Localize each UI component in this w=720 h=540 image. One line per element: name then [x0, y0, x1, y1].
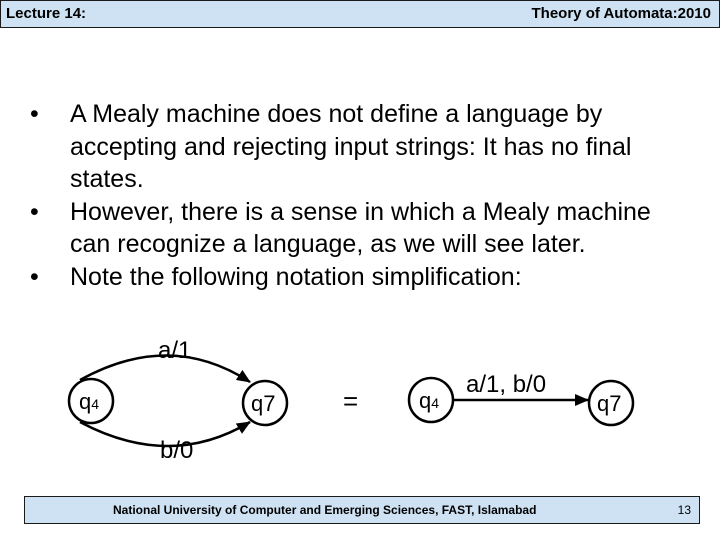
bullet-marker: •	[30, 100, 39, 128]
bullet-text: Note the following notation simplification:	[70, 262, 522, 291]
state-node-q4-left	[69, 379, 113, 423]
svg-text:q4: q4	[419, 388, 440, 413]
svg-text:q7: q7	[251, 391, 276, 416]
bullet-text: However, there is a sense in which a Mealy machine can recognize a language, as we will see later.	[70, 197, 651, 258]
bullet-text: A Mealy machine does not define a language by accepting and rejecting input strings: It has no final states.	[70, 100, 632, 193]
equals-sign: =	[343, 386, 359, 416]
bullet-item	[30, 196, 690, 261]
svg-text:q4: q4	[79, 389, 100, 414]
slide-footer	[24, 496, 700, 524]
bullet-marker: •	[30, 197, 39, 226]
slide-header	[0, 0, 720, 28]
bullet-list	[30, 98, 690, 293]
bullet-item	[30, 98, 690, 196]
course-title: Theory of Automata:2010	[531, 5, 711, 22]
transition-label-top: a/1	[158, 337, 192, 364]
state-node-q7-left	[243, 381, 287, 425]
page-number: 13	[677, 503, 691, 517]
state-node-q7-right	[589, 381, 633, 425]
bullet-item	[30, 261, 690, 294]
bullet-marker: •	[30, 262, 39, 291]
notation-diagram	[0, 330, 720, 480]
transition-label-combined: a/1, b/0	[466, 371, 547, 398]
lecture-label: Lecture 14:	[6, 5, 87, 22]
transition-label-bottom: b/0	[160, 437, 194, 464]
state-node-q4-right	[409, 378, 453, 422]
university-credit: National University of Computer and Emerging Sciences, FAST, Islamabad	[113, 503, 537, 517]
svg-text:q7: q7	[597, 391, 622, 416]
